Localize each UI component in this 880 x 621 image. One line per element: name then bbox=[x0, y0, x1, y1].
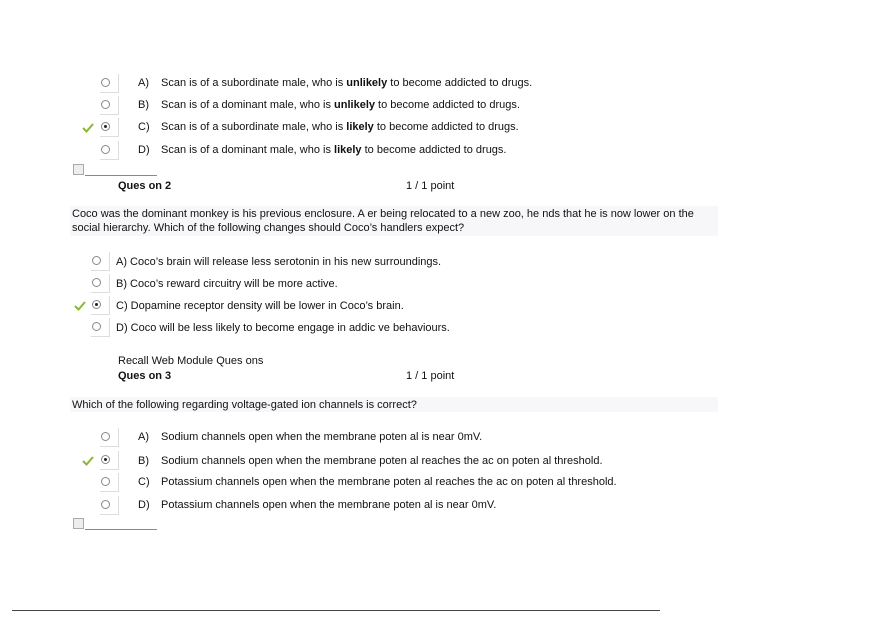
q1-option-d-letter: D) bbox=[138, 144, 150, 156]
q2-option-a-text: A) Coco’s brain will release less serotonin in his new surroundings. bbox=[116, 256, 442, 268]
question-2-title: Ques on 2 bbox=[118, 180, 172, 192]
q3-option-c-letter: C) bbox=[138, 476, 150, 488]
feedback-link-underline[interactable] bbox=[85, 175, 157, 176]
q1-option-b-text: Scan is of a dominant male, who is unlikely to become addicted to drugs. bbox=[161, 99, 520, 111]
question-3-score: 1 / 1 point bbox=[406, 370, 455, 382]
question-2-score: 1 / 1 point bbox=[406, 180, 455, 192]
q2-option-d-text: D) Coco will be less likely to become engage in addic ve behaviours. bbox=[116, 322, 450, 334]
q3-option-a-letter: A) bbox=[138, 431, 149, 443]
q2-option-a-radio[interactable] bbox=[92, 256, 101, 265]
page-footer-rule bbox=[12, 610, 660, 611]
q1-option-d-text: Scan is of a dominant male, who is likely to become addicted to drugs. bbox=[161, 144, 507, 156]
q3-option-d-text: Potassium channels open when the membrane poten al is near 0mV. bbox=[161, 499, 497, 511]
feedback-link-underline[interactable] bbox=[85, 529, 157, 530]
q2-option-b-radio[interactable] bbox=[92, 278, 101, 287]
q1-option-c-letter: C) bbox=[138, 121, 150, 133]
q1-option-c-radio[interactable] bbox=[101, 122, 110, 131]
correct-check-icon bbox=[74, 301, 86, 311]
collapse-toggle-icon[interactable] bbox=[73, 518, 84, 529]
q3-option-c-radio[interactable] bbox=[101, 477, 110, 486]
q2-option-c-text: C) Dopamine receptor density will be lower in Coco’s brain. bbox=[116, 300, 404, 312]
correct-check-icon bbox=[82, 123, 94, 133]
section-label: Recall Web Module Ques ons bbox=[118, 355, 264, 367]
question-2-prompt-line1: Coco was the dominant monkey is his previous enclosure. A er being relocated to a new zoo, he nds that he is now lower on the bbox=[72, 208, 694, 220]
q1-option-c-text: Scan is of a subordinate male, who is likely to become addicted to drugs. bbox=[161, 121, 519, 133]
question-3-title: Ques on 3 bbox=[118, 370, 172, 382]
question-2-prompt-line2: social hierarchy. Which of the following changes should Coco’s handlers expect? bbox=[72, 222, 465, 234]
q3-option-b-letter: B) bbox=[138, 455, 149, 467]
q1-option-b-radio[interactable] bbox=[101, 100, 110, 109]
q1-option-a-radio[interactable] bbox=[101, 78, 110, 87]
q3-option-d-radio[interactable] bbox=[101, 500, 110, 509]
q2-option-b-text: B) Coco’s reward circuitry will be more active. bbox=[116, 278, 338, 290]
q1-option-b-letter: B) bbox=[138, 99, 149, 111]
correct-check-icon bbox=[82, 456, 94, 466]
q1-option-a-text: Scan is of a subordinate male, who is unlikely to become addicted to drugs. bbox=[161, 77, 533, 89]
q3-option-b-radio[interactable] bbox=[101, 455, 110, 464]
q2-option-d-radio[interactable] bbox=[92, 322, 101, 331]
q3-option-a-text: Sodium channels open when the membrane poten al is near 0mV. bbox=[161, 431, 483, 443]
q1-option-d-radio[interactable] bbox=[101, 145, 110, 154]
q3-option-a-radio[interactable] bbox=[101, 432, 110, 441]
q1-option-a-letter: A) bbox=[138, 77, 149, 89]
question-3-prompt: Which of the following regarding voltage-gated ion channels is correct? bbox=[72, 399, 417, 411]
q2-option-c-radio[interactable] bbox=[92, 300, 101, 309]
q3-option-b-text: Sodium channels open when the membrane poten al reaches the ac on poten al threshold. bbox=[161, 455, 603, 467]
collapse-toggle-icon[interactable] bbox=[73, 164, 84, 175]
q3-option-c-text: Potassium channels open when the membrane poten al reaches the ac on poten al threshold. bbox=[161, 476, 617, 488]
q3-option-d-letter: D) bbox=[138, 499, 150, 511]
